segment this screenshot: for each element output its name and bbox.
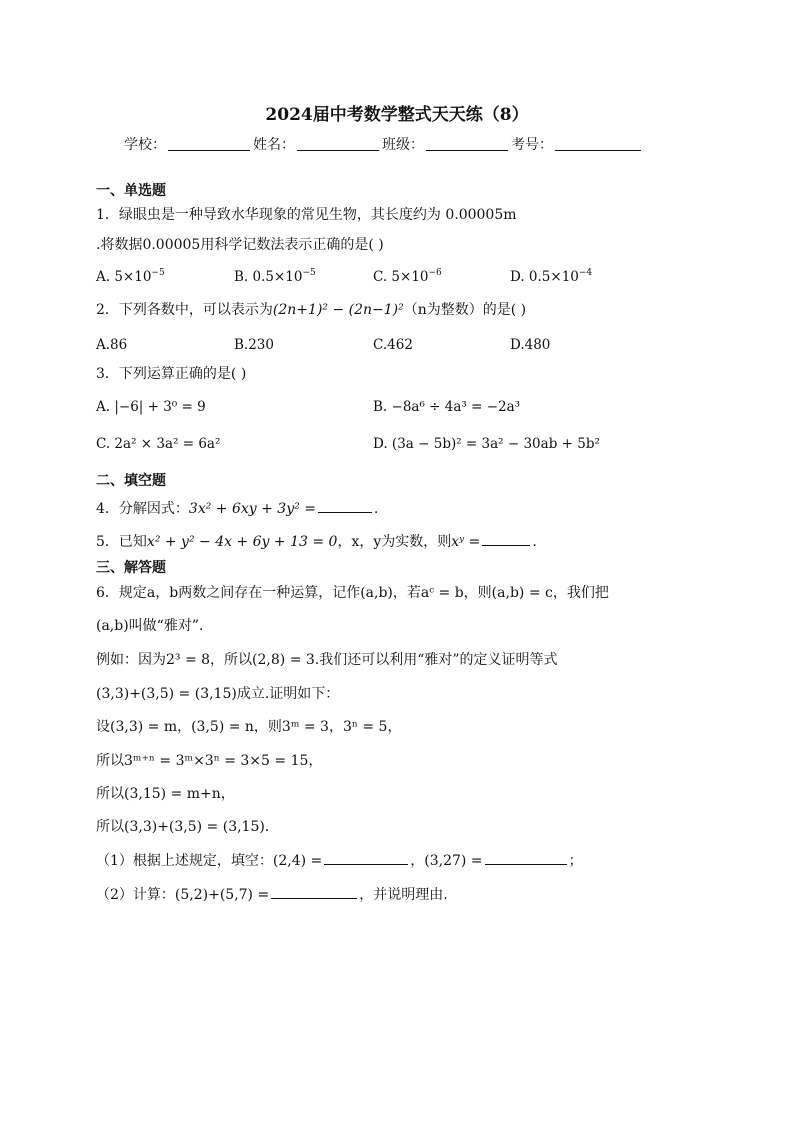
q2-option-d[interactable]: D.480: [510, 337, 551, 353]
school-label: 学校：: [124, 137, 166, 153]
q5-expression-2: xʸ =: [451, 534, 481, 550]
q2-option-b[interactable]: B.230: [234, 337, 274, 353]
q3-option-c[interactable]: C. 2a² × 3a² = 6a²: [96, 436, 221, 452]
number-blank[interactable]: [555, 149, 641, 151]
q3-option-a[interactable]: A. |−6| + 3⁰ = 9: [96, 399, 206, 415]
q1-line1: 1．绿眼虫是一种导致水华现象的常见生物，其长度约为 0.00005m: [96, 207, 517, 223]
section-heading-single-choice: 一、单选题: [96, 183, 166, 199]
q1-option-d[interactable]: D. $0.5\times 10^{-4}$: [510, 268, 593, 285]
q1-option-c[interactable]: C. $5\times 10^{-6}$: [373, 268, 442, 285]
q6-line3: 例如：因为2³ = 8，所以(2,8) = 3.我们还可以利用“雅对”的定义证明等式: [96, 652, 558, 668]
q3-stem: 3．下列运算正确的是( ): [96, 366, 247, 382]
q1-line2: .将数据0.00005用科学记数法表示正确的是( ): [96, 237, 384, 253]
q6-line2: (a,b)叫做“雅对”．: [96, 618, 213, 634]
name-blank[interactable]: [297, 149, 379, 151]
number-label: 考号：: [511, 137, 553, 153]
q4-answer-blank[interactable]: [318, 500, 372, 513]
q6-line7: 所以(3,15) = m+n，: [96, 786, 235, 802]
q6-line8: 所以(3,3)+(3,5) = (3,15)．: [96, 819, 279, 835]
student-info-row: [124, 137, 644, 154]
q2-option-c[interactable]: C.462: [373, 337, 413, 353]
school-blank[interactable]: [168, 149, 250, 151]
q2-option-a[interactable]: A.86: [96, 337, 128, 353]
q6-line4: (3,3)+(3,5) = (3,15)成立.证明如下：: [96, 686, 340, 702]
q6-line6: 所以3ᵐ⁺ⁿ = 3ᵐ×3ⁿ = 3×5 = 15，: [96, 753, 323, 769]
class-blank[interactable]: [426, 149, 508, 151]
q5-expression: x² + y² − 4x + 6y + 13 = 0: [146, 534, 338, 550]
q6-part1-blank-1[interactable]: [324, 852, 408, 865]
q3-option-b[interactable]: B. −8a⁶ ÷ 4a³ = −2a³: [373, 399, 521, 415]
q2-stem: 2．下列各数中，可以表示为(2n+1)² − (2n−1)²（n为整数）的是( ): [96, 302, 527, 318]
q5-line: 5．已知x² + y² − 4x + 6y + 13 = 0，x，y为实数，则xʸ = .: [96, 534, 537, 550]
q2-expression: (2n+1)² − (2n−1)²: [272, 302, 404, 318]
q6-line1: 6．规定a，b两数之间存在一种运算，记作(a,b)，若aᶜ = b，则(a,b) = c，我们把: [96, 585, 609, 601]
q1-option-a[interactable]: A. $5\times 10^{-5}$: [96, 268, 165, 285]
q4-line: 4．分解因式：3x² + 6xy + 3y² = .: [96, 501, 379, 517]
q6-line5: 设(3,3) = m，(3,5) = n，则3ᵐ = 3，3ⁿ = 5，: [96, 719, 402, 735]
section-heading-solve: 三、解答题: [96, 560, 166, 576]
q6-part1-blank-2[interactable]: [485, 852, 567, 865]
q4-expression: 3x² + 6xy + 3y² =: [188, 501, 316, 517]
q1-option-b[interactable]: B. $0.5\times 10^{-5}$: [234, 268, 316, 285]
q5-answer-blank[interactable]: [482, 533, 530, 546]
section-heading-fill-blank: 二、填空题: [96, 473, 166, 489]
q6-part2: （2）计算：(5,2)+(5,7) = ，并说明理由.: [96, 887, 448, 903]
q3-option-d[interactable]: D. (3a − 5b)² = 3a² − 30ab + 5b²: [373, 436, 600, 452]
class-label: 班级：: [382, 137, 424, 153]
page-title: 2024届中考数学整式天天练（8）: [265, 105, 529, 125]
name-label: 姓名：: [253, 137, 295, 153]
q6-part2-blank[interactable]: [271, 886, 357, 899]
q6-part1: （1）根据上述规定，填空：(2,4) = ，(3,27) = ；: [96, 853, 583, 869]
